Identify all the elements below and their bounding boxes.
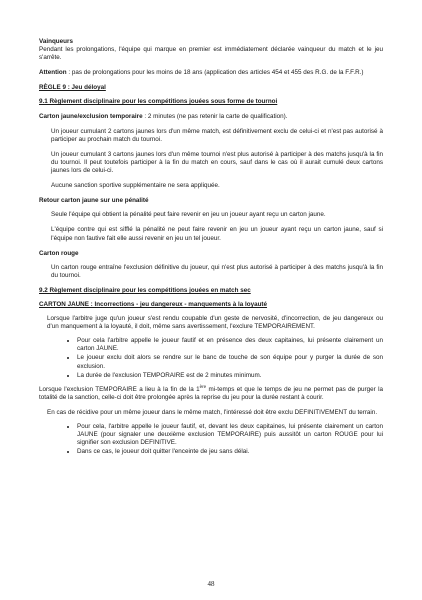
list-item: • Dans ce cas, le joueur doit quitter l'enceinte de jeu sans délai. xyxy=(77,448,383,456)
s92-intro: Lorsque l'arbitre juge qu'un joueur s'est rendu coupable d'un geste de nervosité, d'incorrection, de jeu dangereux ou d'un manquement à la loyauté, il doit, même sans avertissement, l'exclure TEMPORAIREMENT. xyxy=(47,315,383,331)
s92-subtitle: CARTON JAUNE : Incorrections - jeu dangereux - manquements à la loyauté xyxy=(39,300,268,308)
attention-label: Attention xyxy=(39,69,67,77)
attention-paragraph xyxy=(39,69,383,77)
s91-title: 9.1 Règlement disciplinaire pour les compétitions jouées sous forme de tournoi xyxy=(39,98,278,106)
list-item: • Le joueur exclu doit alors se rendre sur le banc de touche de son équipe pour y purger la durée de son exclusion. xyxy=(77,354,383,370)
s92-bullet-list-1 xyxy=(39,337,383,379)
retour-paragraph-1: Seule l'équipe qui obtient la pénalité peut faire revenir en jeu un joueur ayant reçu un carton jaune. xyxy=(51,211,326,219)
s91-paragraph-3: Aucune sanction sportive supplémentaire ne sera appliquée. xyxy=(51,182,220,190)
page-number: 48 xyxy=(207,580,215,588)
vainqueurs-title: Vainqueurs xyxy=(39,38,73,45)
page-content xyxy=(39,38,383,462)
vainqueurs-text: Pendant les prolongations, l'équipe qui marque en premier est immédiatement déclarée vainqueur du match et le jeu s'arrête. xyxy=(39,46,383,62)
carton-jaune-text: : 2 minutes (ne pas retenir la carte de qualification). xyxy=(142,112,288,120)
s91-paragraph-2: Un joueur cumulant 3 cartons jaunes lors d'un même tournoi n'est plus autorisé à participer à des matchs jusqu'à la fin du tournoi. Il peut toutefois participer à la fin du match en cours, sauf dans le cas où il aurait cumulé deux cartons jaunes lors de celui-ci. xyxy=(51,150,383,175)
halftime-text-a: Lorsque l'exclusion TEMPORAIRE a lieu à la fin de la 1 xyxy=(39,385,200,393)
s92-title: 9.2 Règlement disciplinaire pour les compétitions jouées en match sec xyxy=(39,286,251,294)
halftime-paragraph xyxy=(39,383,383,402)
carton-jaune-label: Carton jaune/exclusion temporaire xyxy=(39,112,143,120)
s92-bullet-list-2 xyxy=(39,423,383,456)
list-item: • Pour cela, l'arbitre appelle le joueur fautif, et, devant les deux capitaines, lui présente clairement un carton JAUNE (pour signaler une deuxième exclusion TEMPORAIRE) puis aussitôt un carton ROUGE pour lui signifier son exclusion DEFINITIVE. xyxy=(77,423,383,447)
attention-text: : pas de prolongations pour les moins de 18 ans (application des articles 454 et 455 des R.G. de la F.F.R.) xyxy=(66,69,364,77)
recidive-paragraph: En cas de récidive pour un même joueur dans le même match, l'intéressé doit être exclu DEFINITIVEMENT du terrain. xyxy=(47,408,378,416)
halftime-text-b: mi-temps et que le temps de jeu ne permet pas de purger la totalité de la sanction, celle-ci doit être prolongée après la reprise du jeu pour la durée restant à courir. xyxy=(39,385,383,401)
carton-jaune-line xyxy=(39,113,383,121)
vainqueurs-section xyxy=(39,38,383,62)
regle9-title: RÈGLE 9 : Jeu déloyal xyxy=(39,84,106,92)
retour-carton-title: Retour carton jaune sur une pénalité xyxy=(39,197,149,205)
halftime-superscript: ère xyxy=(199,383,207,389)
retour-paragraph-2: L'équipe contre qui est sifflé la pénalité ne peut faire revenir en jeu un joueur ayant reçu un carton jaune, sauf si l'équipe non fautive fait elle aussi revenir en jeu un tel joueur. xyxy=(51,226,383,242)
list-item: • Pour cela l'arbitre appelle le joueur fautif et en présence des deux capitaines, lui présente clairement un carton JAUNE. xyxy=(77,337,383,353)
carton-rouge-title: Carton rouge xyxy=(39,249,79,257)
s91-paragraph-1: Un joueur cumulant 2 cartons jaunes lors d'un même match, est définitivement exclu de celui-ci et n'est pas autorisé à participer au prochain match du tournoi. xyxy=(51,127,383,143)
carton-rouge-paragraph: Un carton rouge entraîne l'exclusion définitive du joueur, qui n'est plus autorisé à participer à des matchs jusqu'à la fin du tournoi. xyxy=(51,263,383,279)
list-item: • La durée de l'exclusion TEMPORAIRE est de 2 minutes minimum. xyxy=(77,372,383,380)
